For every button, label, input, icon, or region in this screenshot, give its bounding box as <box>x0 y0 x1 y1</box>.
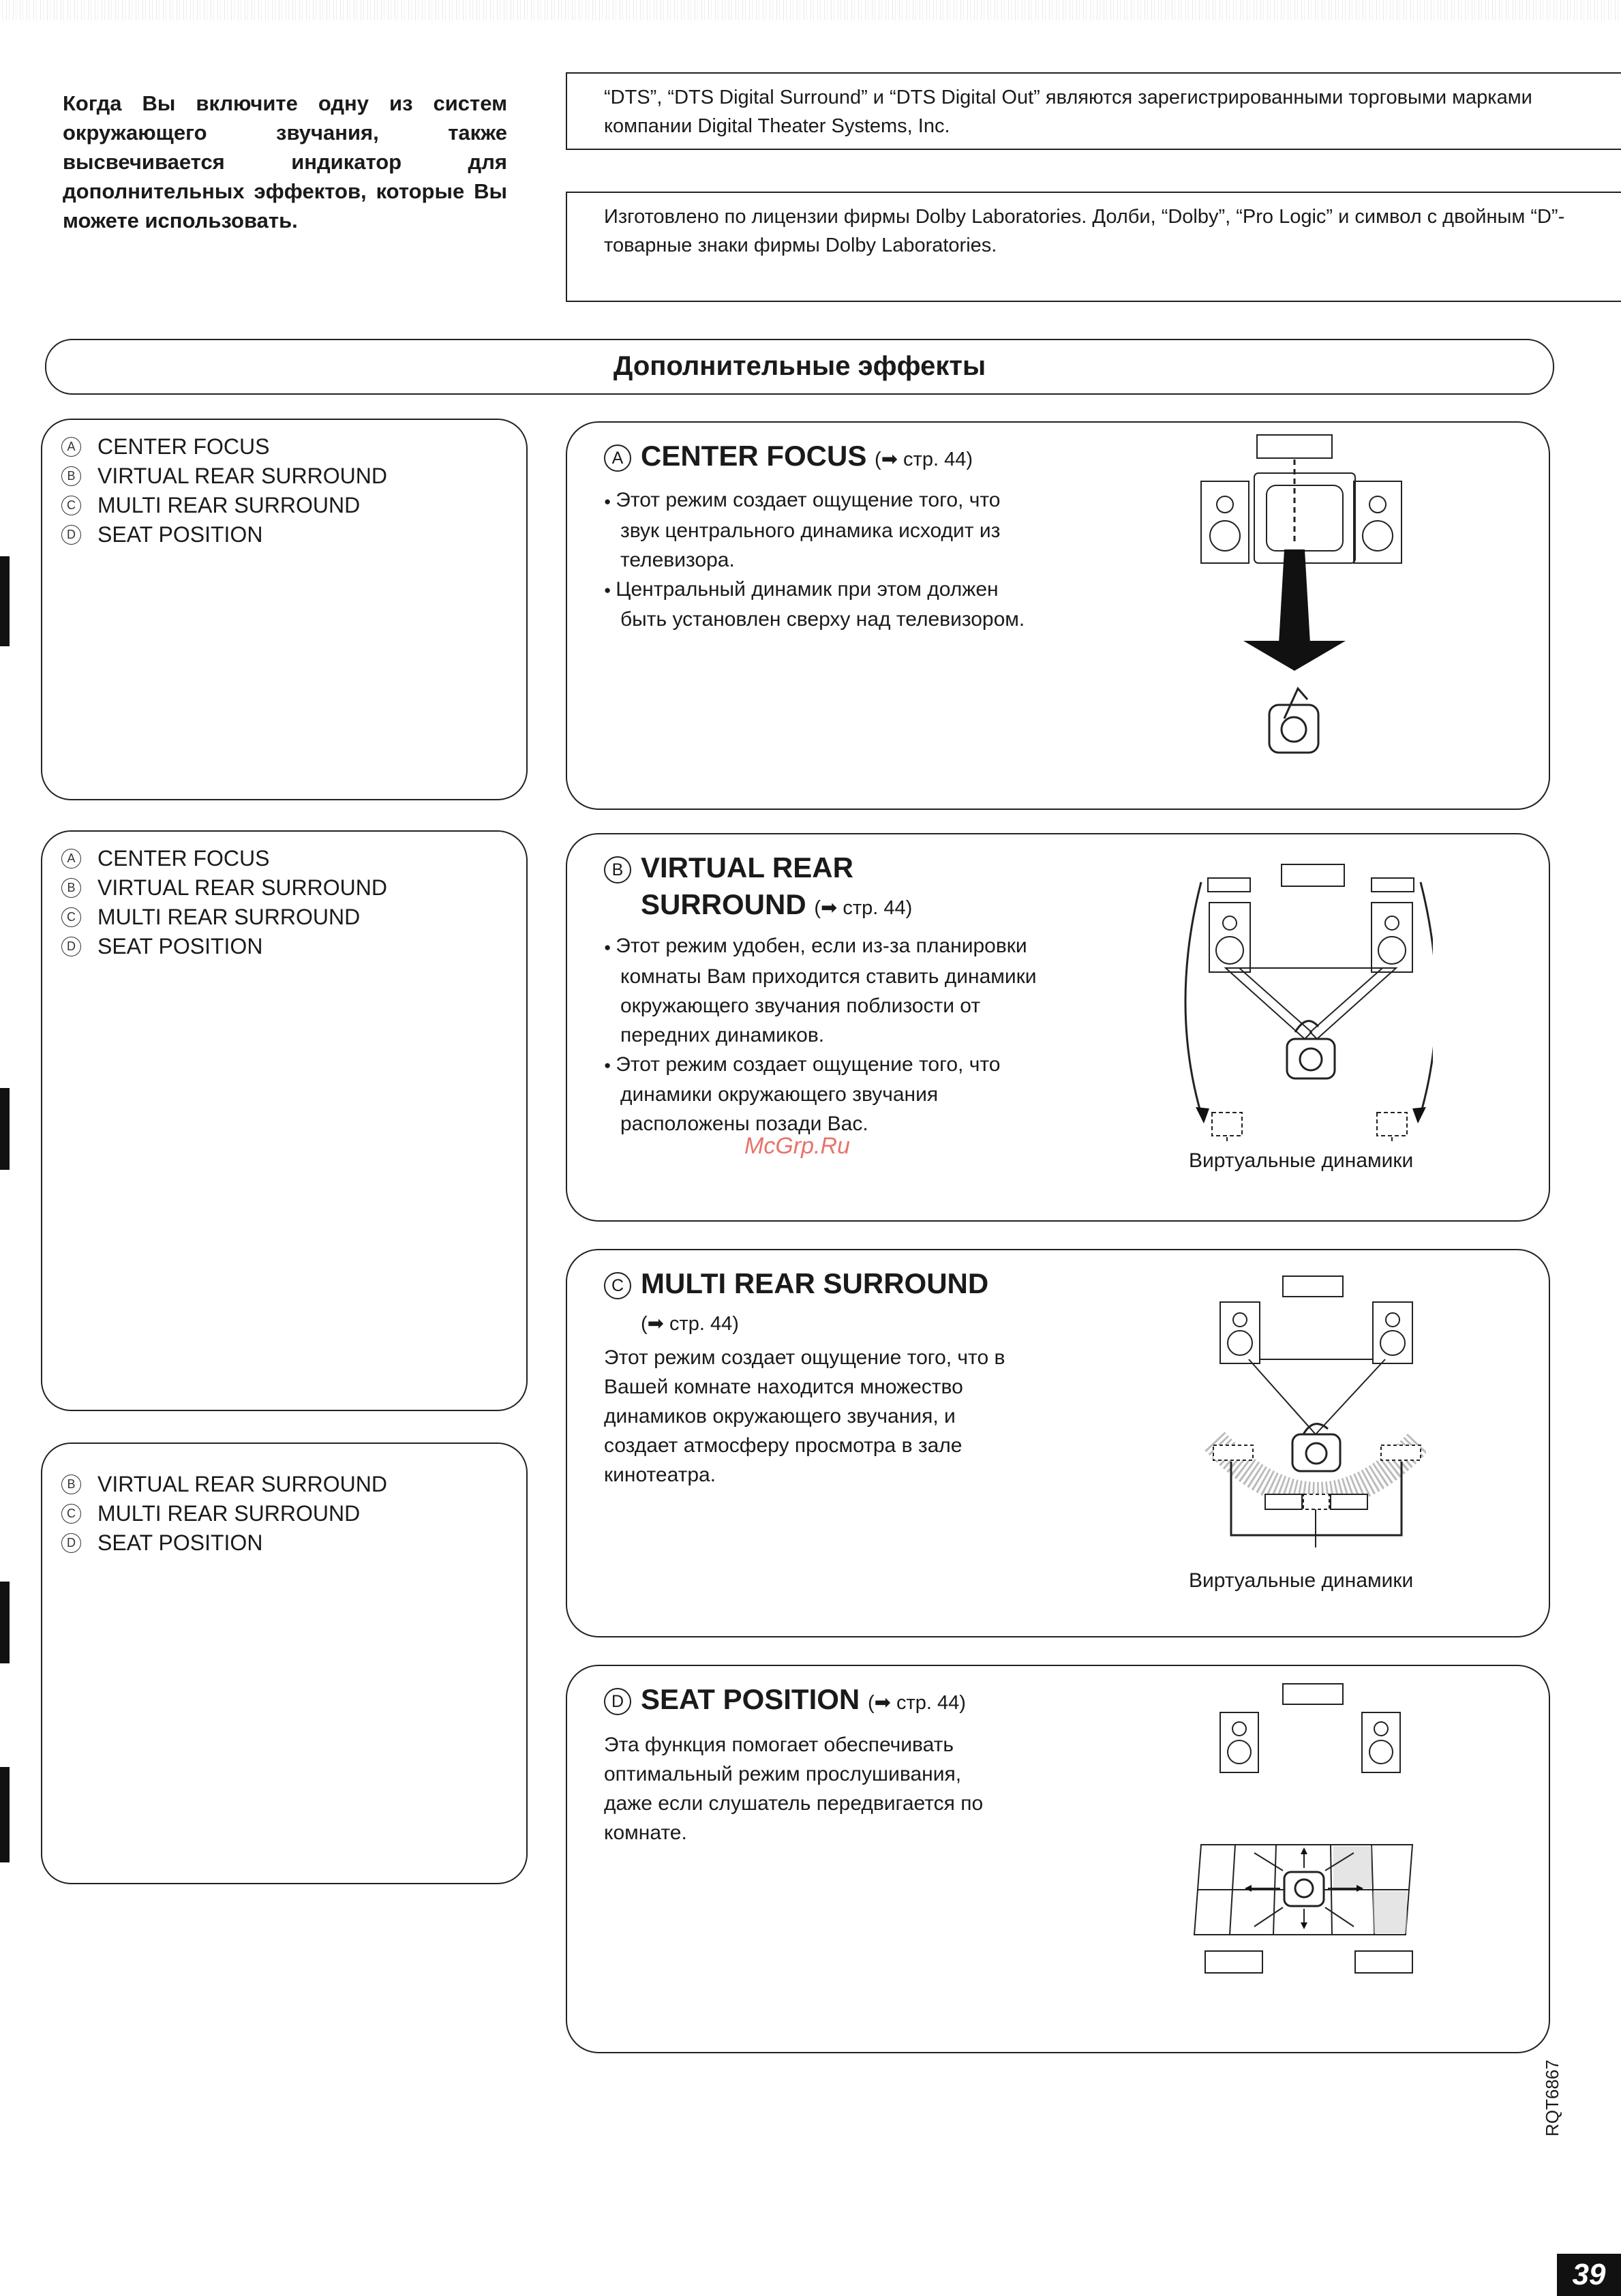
virtual-speakers-caption: Виртуальные динамики <box>1189 1569 1414 1592</box>
letter-badge: A <box>604 444 631 472</box>
section-title: Дополнительные эффекты <box>613 351 986 381</box>
list-item: C MULTI REAR SURROUND <box>61 1499 526 1528</box>
letter-badge: D <box>604 1688 631 1715</box>
effect-multi-rear-surround <box>566 1249 1550 1637</box>
letter-badge: D <box>61 1533 81 1553</box>
section-header <box>45 339 1554 395</box>
edge-tab <box>0 1767 10 1862</box>
watermark: McGrp.Ru <box>744 1133 850 1159</box>
letter-badge: A <box>61 849 81 868</box>
page-ref: (➡ стр. 44) <box>814 897 913 919</box>
indicator-list-3 <box>41 1442 528 1884</box>
effect-description: Эта функция помогает обеспечивать оптимальный режим прослушивания, даже если слушатель передвигается по комнате. <box>604 1734 984 1844</box>
edge-tab <box>0 1088 10 1170</box>
effect-center-focus <box>566 421 1550 810</box>
scan-noise <box>0 0 1621 20</box>
list-item: B VIRTUAL REAR SURROUND <box>61 462 526 491</box>
document-id: RQT6867 <box>1542 2059 1562 2136</box>
list-item: C MULTI REAR SURROUND <box>61 903 526 932</box>
letter-badge: B <box>61 1475 81 1494</box>
letter-badge: D <box>61 525 81 545</box>
effect-virtual-rear-surround <box>566 833 1550 1222</box>
letter-badge: C <box>61 496 81 515</box>
page-ref: (➡ стр. 44) <box>875 449 973 470</box>
page-number: 39 <box>1557 2254 1621 2296</box>
intro-text: Когда Вы включите одну из систем окружающего звучания, также высвечивается индикатор для дополнительных эффектов, которые Вы можете использовать. <box>63 91 507 232</box>
virtual-speakers-caption: Виртуальные динамики <box>1189 1149 1414 1172</box>
effect-description: Этот режим создает ощущение того, что в Вашей комнате находится множество динамиков окружающего звучания, и создает атмосферу просмотра в зале кинотеатра. <box>604 1346 1005 1486</box>
notice-dts: “DTS”, “DTS Digital Surround” и “DTS Digital Out” являются зарегистрированными торговыми марками компании Digital Theater Systems, Inc. <box>566 72 1621 150</box>
letter-badge: B <box>604 856 631 883</box>
effect-description: ● Этот режим создает ощущение того, что звук центрального динамика исходит из телевизора. ● Центральный динамик при этом должен быть установлен сверху над телевизором. <box>604 485 1027 634</box>
list-item: A CENTER FOCUS <box>61 844 526 873</box>
notice-dolby: Изготовлено по лицензии фирмы Dolby Laboratories. Долби, “Dolby”, “Pro Logic” и символ с двойным “D”-товарные знаки фирмы Dolby Laboratories. <box>566 192 1621 302</box>
list-item: A CENTER FOCUS <box>61 432 526 462</box>
effect-title: A CENTER FOCUS (➡ стр. 44) <box>604 438 973 478</box>
letter-badge: C <box>61 907 81 927</box>
letter-badge: D <box>61 937 81 956</box>
effect-title: D SEAT POSITION (➡ стр. 44) <box>604 1681 966 1721</box>
edge-tab <box>0 556 10 646</box>
indicator-list-1 <box>41 419 528 800</box>
center-focus-diagram <box>1182 432 1427 766</box>
list-item: D SEAT POSITION <box>61 520 526 549</box>
letter-badge: C <box>604 1272 631 1299</box>
list-item: C MULTI REAR SURROUND <box>61 491 526 520</box>
page-ref: (➡ стр. 44) <box>641 1313 739 1335</box>
page-ref: (➡ стр. 44) <box>867 1692 966 1714</box>
letter-badge: A <box>61 437 81 457</box>
list-item: B VIRTUAL REAR SURROUND <box>61 1470 526 1499</box>
multi-rear-diagram <box>1194 1264 1426 1557</box>
edge-tab <box>0 1582 10 1663</box>
seat-position-diagram <box>1181 1680 1426 1993</box>
effect-description: ● Этот режим удобен, если из-за планировки комнаты Вам приходится ставить динамики окружающего звучания поблизости от передних динамиков. ● Этот режим создает ощущение того, что динамики окружающего звучания расположены позади Вас. <box>604 931 1040 1138</box>
effect-title: C MULTI REAR SURROUND (➡ стр. 44) <box>604 1265 988 1342</box>
letter-badge: B <box>61 466 81 486</box>
virtual-rear-diagram <box>1160 855 1433 1141</box>
effect-seat-position <box>566 1665 1550 2053</box>
list-item: B VIRTUAL REAR SURROUND <box>61 873 526 903</box>
letter-badge: B <box>61 878 81 898</box>
list-item: D SEAT POSITION <box>61 932 526 961</box>
letter-badge: C <box>61 1504 81 1524</box>
effect-title: B VIRTUAL REAR SURROUND (➡ стр. 44) <box>604 849 912 926</box>
list-item: D SEAT POSITION <box>61 1528 526 1558</box>
indicator-list-2 <box>41 830 528 1411</box>
